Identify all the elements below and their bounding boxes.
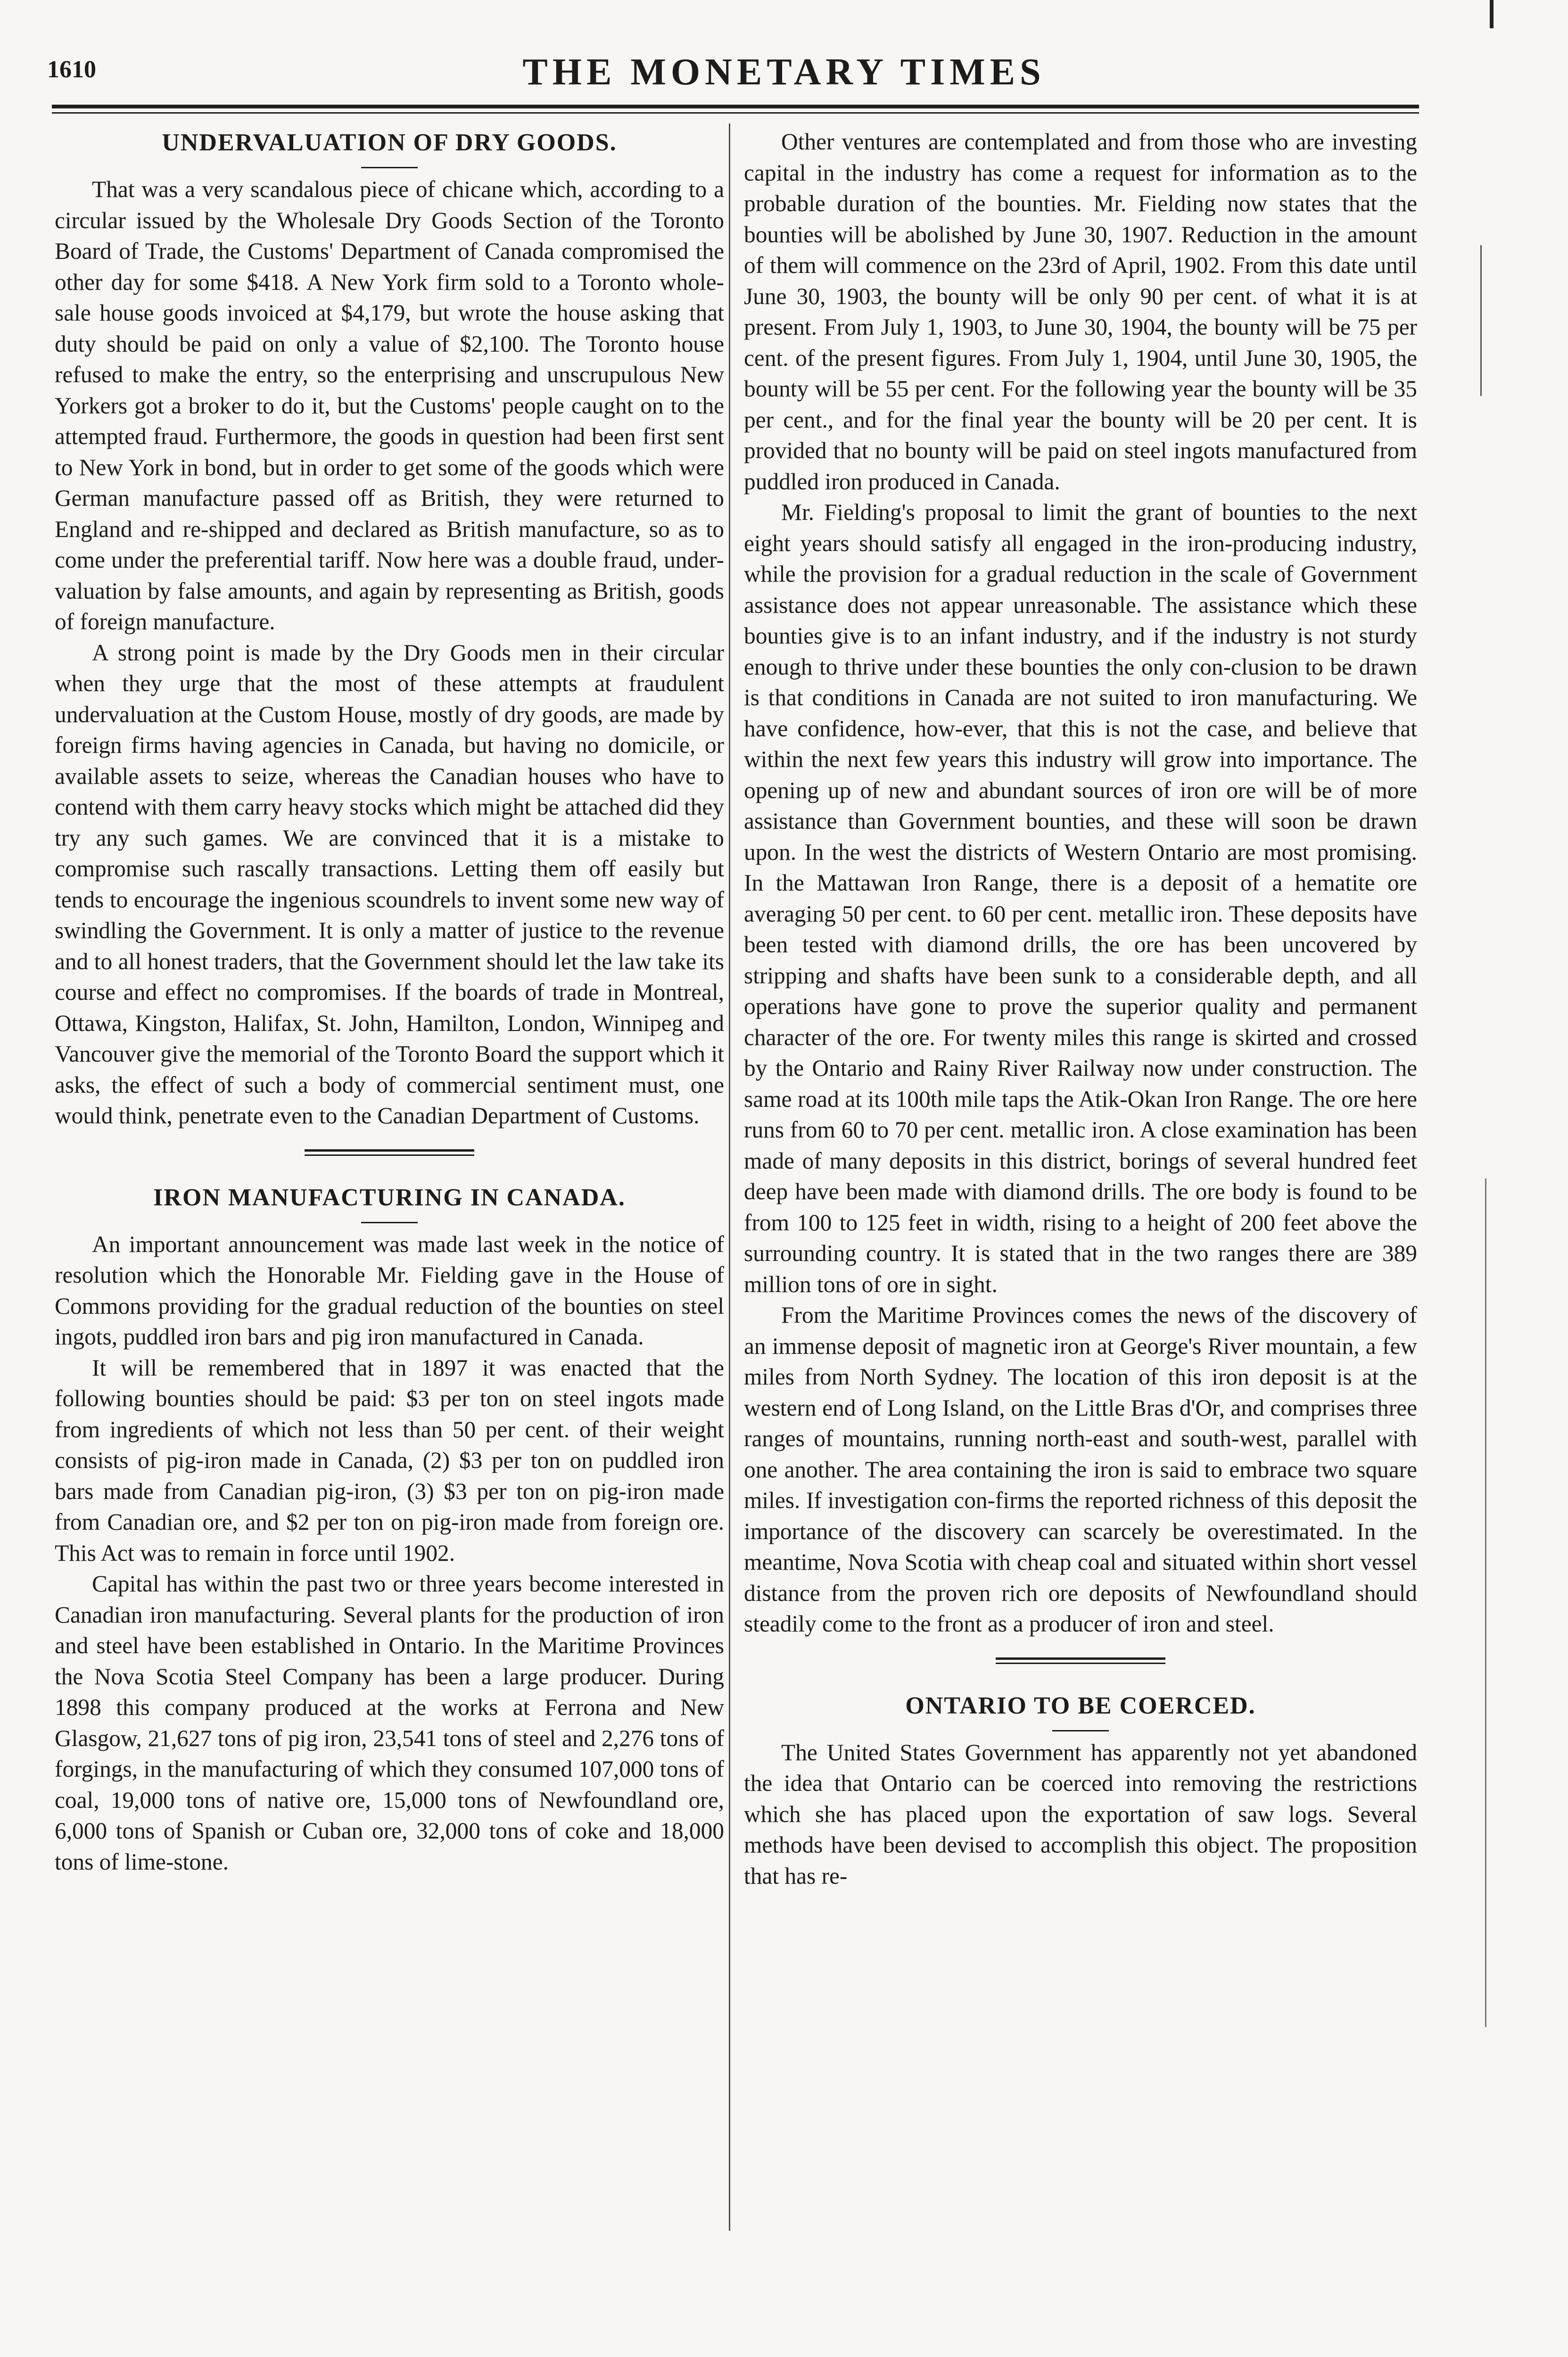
masthead-title: THE MONETARY TIMES — [522, 51, 1046, 93]
article-paragraph: That was a very scandalous piece of chicane which, according to a circular issued by the Wholesale Dry Goods Section of the Toronto Board of Trade, the Customs' Department of Canada compromised the other day for some $418. A New York firm sold to a Toronto whole-sale house goods invoiced at $4,179, but wrote the house asking that duty should be paid on only a value of $2,100. The Toronto house refused to make the entry, so the enterprising and unscrupulous New Yorkers got a broker to do it, but the Customs' people caught on to the attempted fraud. Furthermore, the goods in question had been first sent to New York in bond, but in order to get some of the goods which were German manufacture passed off as British, they were returned to England and re-shipped and declared as British manufacture, so as to come under the preferential tariff. Now here was a double fraud, under-valuation by false amounts, and again by representing as British, goods of foreign manufacture. — [55, 176, 724, 635]
article-paragraph: Other ventures are contemplated and from those who are investing capital in the industry has come a request for information as to the probable duration of the bounties. Mr. Fielding now states that the bounties will be abolished by June 30, 1907. Reduction in the amount of them will commence on the 23rd of April, 1902. From this date until June 30, 1903, the bounty will be only 90 per cent. of what it is at present. From July 1, 1903, to June 30, 1904, the bounty will be 75 per cent. of the present figures. From July 1, 1904, until June 30, 1905, the bounty will be 55 per cent. For the following year the bounty will be 35 per cent., and for the final year the bounty will be 20 per cent. It is provided that no bounty will be paid on steel ingots manufactured from puddled iron produced in Canada. — [744, 129, 1417, 494]
article-paragraph: A strong point is made by the Dry Goods men in their circular when they urge that the most of these attempts at fraudulent undervaluation at the Custom House, mostly of dry goods, are made by foreign firms having agencies in Canada, but having no domicile, or available assets to seize, whereas the Canadian houses who have to contend with them carry heavy stocks which might be attached did they try any such games. We are convinced that it is a mistake to compromise such rascally transactions. Letting them off easily but tends to encourage the ingenious scoundrels to invent some new way of swindling the Government. It is only a matter of justice to the revenue and to all honest traders, that the Government should let the law take its course and effect no compromises. If the boards of trade in Montreal, Ottawa, Kingston, Halifax, St. John, Hamilton, London, Winnipeg and Vancouver give the memorial of the Toronto Board the support which it asks, the effect of such a body of commercial sentiment must, one would think, penetrate even to the Canadian Department of Customs. — [55, 639, 724, 1129]
heading-rule — [1052, 1730, 1109, 1731]
left-column — [55, 126, 724, 1877]
masthead-rule-bottom — [52, 112, 1419, 114]
binding-mark — [1490, 0, 1494, 28]
heading-rule — [361, 167, 418, 168]
article-paragraph: An important announcement was made last week in the notice of resolution which the Honorable Mr. Fielding gave in the House of Commons providing for the gradual reduction of the bounties on steel ingots, puddled iron bars and pig iron manufactured in Canada. — [55, 1231, 724, 1350]
binding-mark — [1485, 1178, 1486, 2027]
page-number: 1610 — [47, 56, 96, 83]
section-separator — [305, 1149, 474, 1156]
heading-rule — [361, 1222, 418, 1223]
article-paragraph: The United States Government has apparently not yet abandoned the idea that Ontario can be coerced into removing the restrictions which she has placed upon the exportation of saw logs. Several methods have been devised to accomplish this object. The proposition that has re- — [744, 1739, 1417, 1889]
section-heading-iron-manufacturing: IRON MANUFACTURING IN CANADA. — [153, 1184, 626, 1211]
section-separator — [996, 1657, 1165, 1664]
section-heading-ontario-coerced: ONTARIO TO BE COERCED. — [905, 1692, 1256, 1719]
article-paragraph: From the Maritime Provinces comes the news of the discovery of an immense deposit of magnetic iron at George's River mountain, a few miles from North Sydney. The location of this iron deposit is at the western end of Long Island, on the Little Bras d'Or, and comprises three ranges of mountains, running north-east and south-west, parallel with one another. The area containing the iron is said to embrace two square miles. If investigation con-firms the reported richness of this deposit the importance of the discovery can scarcely be overestimated. In the meantime, Nova Scotia with cheap coal and situated within short vessel distance from the proven rich ore deposits of Newfoundland should steadily come to the front as a producer of iron and steel. — [744, 1302, 1417, 1637]
column-divider — [729, 124, 730, 2231]
binding-mark — [1480, 245, 1482, 396]
masthead-rule-top — [52, 105, 1419, 108]
article-paragraph: It will be remembered that in 1897 it was enacted that the following bounties should be paid: $3 per ton on steel ingots made from ingredients of which not less than 50 per cent. of their weight consists of pig-iron made in Canada, (2) $3 per ton on puddled iron bars made from Canadian pig-iron, (3) $3 per ton on pig-iron made from Canadian ore, and $2 per ton on pig-iron made from foreign ore. This Act was to remain in force until 1902. — [55, 1354, 724, 1566]
right-column — [744, 126, 1417, 1891]
article-paragraph: Mr. Fielding's proposal to limit the grant of bounties to the next eight years should satisfy all engaged in the iron-producing industry, while the provision for a gradual reduction in the scale of Government assistance does not appear unreasonable. The assistance which these bounties give is to an infant industry, and if the industry is not sturdy enough to thrive under these bounties the only con-clusion to be drawn is that conditions in Canada are not suited to iron manufacturing. We have confidence, how-ever, that this is not the case, and believe that within the next few years this industry will grow into importance. The opening up of new and abundant sources of iron ore will be of more assistance than Government bounties, and these will soon be drawn upon. In the west the districts of Western Ontario are most promising. In the Mattawan Iron Range, there is a deposit of a hematite ore averaging 50 per cent. to 60 per cent. metallic iron. These deposits have been tested with diamond drills, the ore has been uncovered by stripping and shafts have been sunk to a considerable depth, and all operations have gone to prove the superior quality and permanent character of the ore. For twenty miles this range is skirted and crossed by the Ontario and Rainy River Railway now under construction. The same road at its 100th mile taps the Atik-Okan Iron Range. The ore here runs from 60 to 70 per cent. metallic iron. A close examination has been made of many deposits in this district, borings of several hundred feet deep have been made with diamond drills. The ore body is found to be from 100 to 125 feet in width, rising to a height of 200 feet above the surrounding country. It is stated that in the two ranges there are 389 million tons of ore in sight. — [744, 499, 1417, 1297]
article-paragraph: Capital has within the past two or three years become interested in Canadian iron manufacturing. Several plants for the production of iron and steel have been established in Ontario. In the Maritime Provinces the Nova Scotia Steel Company has been a large producer. During 1898 this company produced at the works at Ferrona and New Glasgow, 21,627 tons of pig iron, 23,541 tons of steel and 2,276 tons of forgings, in the manufacturing of which they consumed 107,000 tons of coal, 19,000 tons of native ore, 15,000 tons of Newfoundland ore, 6,000 tons of Spanish or Cuban ore, 32,000 tons of coke and 18,000 tons of lime-stone. — [55, 1571, 724, 1875]
section-heading-undervaluation: UNDERVALUATION OF DRY GOODS. — [162, 129, 617, 156]
